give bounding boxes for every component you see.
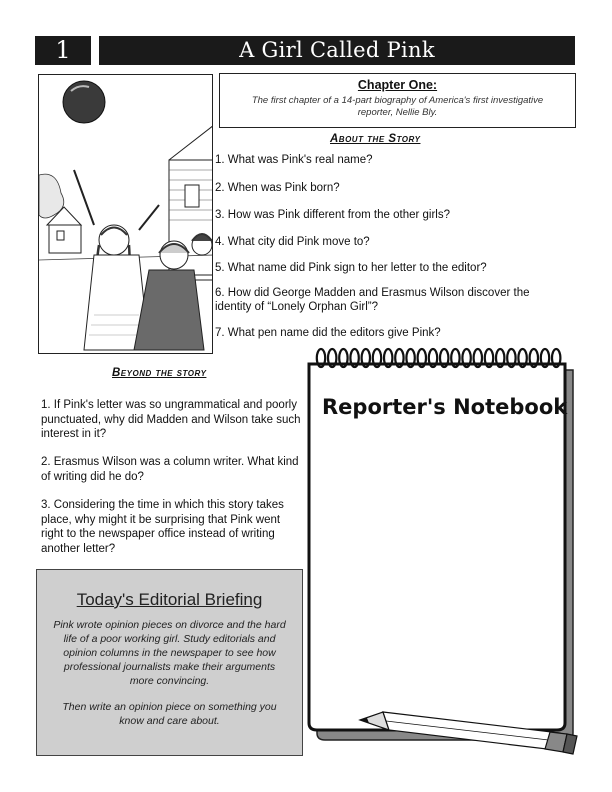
page-number: 1 [35, 36, 91, 65]
question-item: 2. When was Pink born? [215, 182, 340, 194]
briefing-paragraph: Pink wrote opinion pieces on divorce and the hard life of a poor working girl. Study editorials and opinion columns in the newspaper to see how professional journalists make their arguments more convincing. [53, 619, 286, 687]
question-item: 6. How did George Madden and Erasmus Wilson discover the identity of “Lonely Orphan Girl”? [215, 287, 530, 313]
question-item: 4. What city did Pink move to? [215, 236, 370, 248]
beyond-heading: Beyond the story [112, 367, 207, 379]
beyond-item: 3. Considering the time in which this story takes place, why might it be surprising that Pink went right to the newspaper office instead of writing another letter? [41, 499, 284, 555]
editorial-briefing-box [36, 569, 303, 756]
story-illustration [38, 74, 213, 354]
question-item: 3. How was Pink different from the other girls? [215, 209, 451, 221]
briefing-title: Today's Editorial Briefing [76, 590, 263, 609]
question-item: 1. What was Pink's real name? [215, 154, 373, 166]
briefing-paragraph: Then write an opinion piece on something you know and care about. [62, 701, 277, 727]
question-item: 5. What name did Pink sign to her letter to the editor? [215, 262, 487, 274]
chapter-title: Chapter One: [357, 78, 438, 92]
about-heading: About the Story [330, 133, 421, 145]
beyond-item: 2. Erasmus Wilson was a column writer. What kind of writing did he do? [41, 456, 299, 483]
notebook-title: Reporter's Notebook [322, 395, 568, 419]
chapter-box [219, 73, 576, 128]
question-item: 7. What pen name did the editors give Pink? [215, 327, 441, 339]
chapter-subtitle: The first chapter of a 14-part biography of America's first investigative reporter, Nellie Bly. [251, 95, 544, 118]
page-title: A Girl Called Pink [99, 36, 575, 65]
beyond-item: 1. If Pink's letter was so ungrammatical and poorly punctuated, why did Madden and Wilson take such interest in it? [41, 399, 301, 440]
